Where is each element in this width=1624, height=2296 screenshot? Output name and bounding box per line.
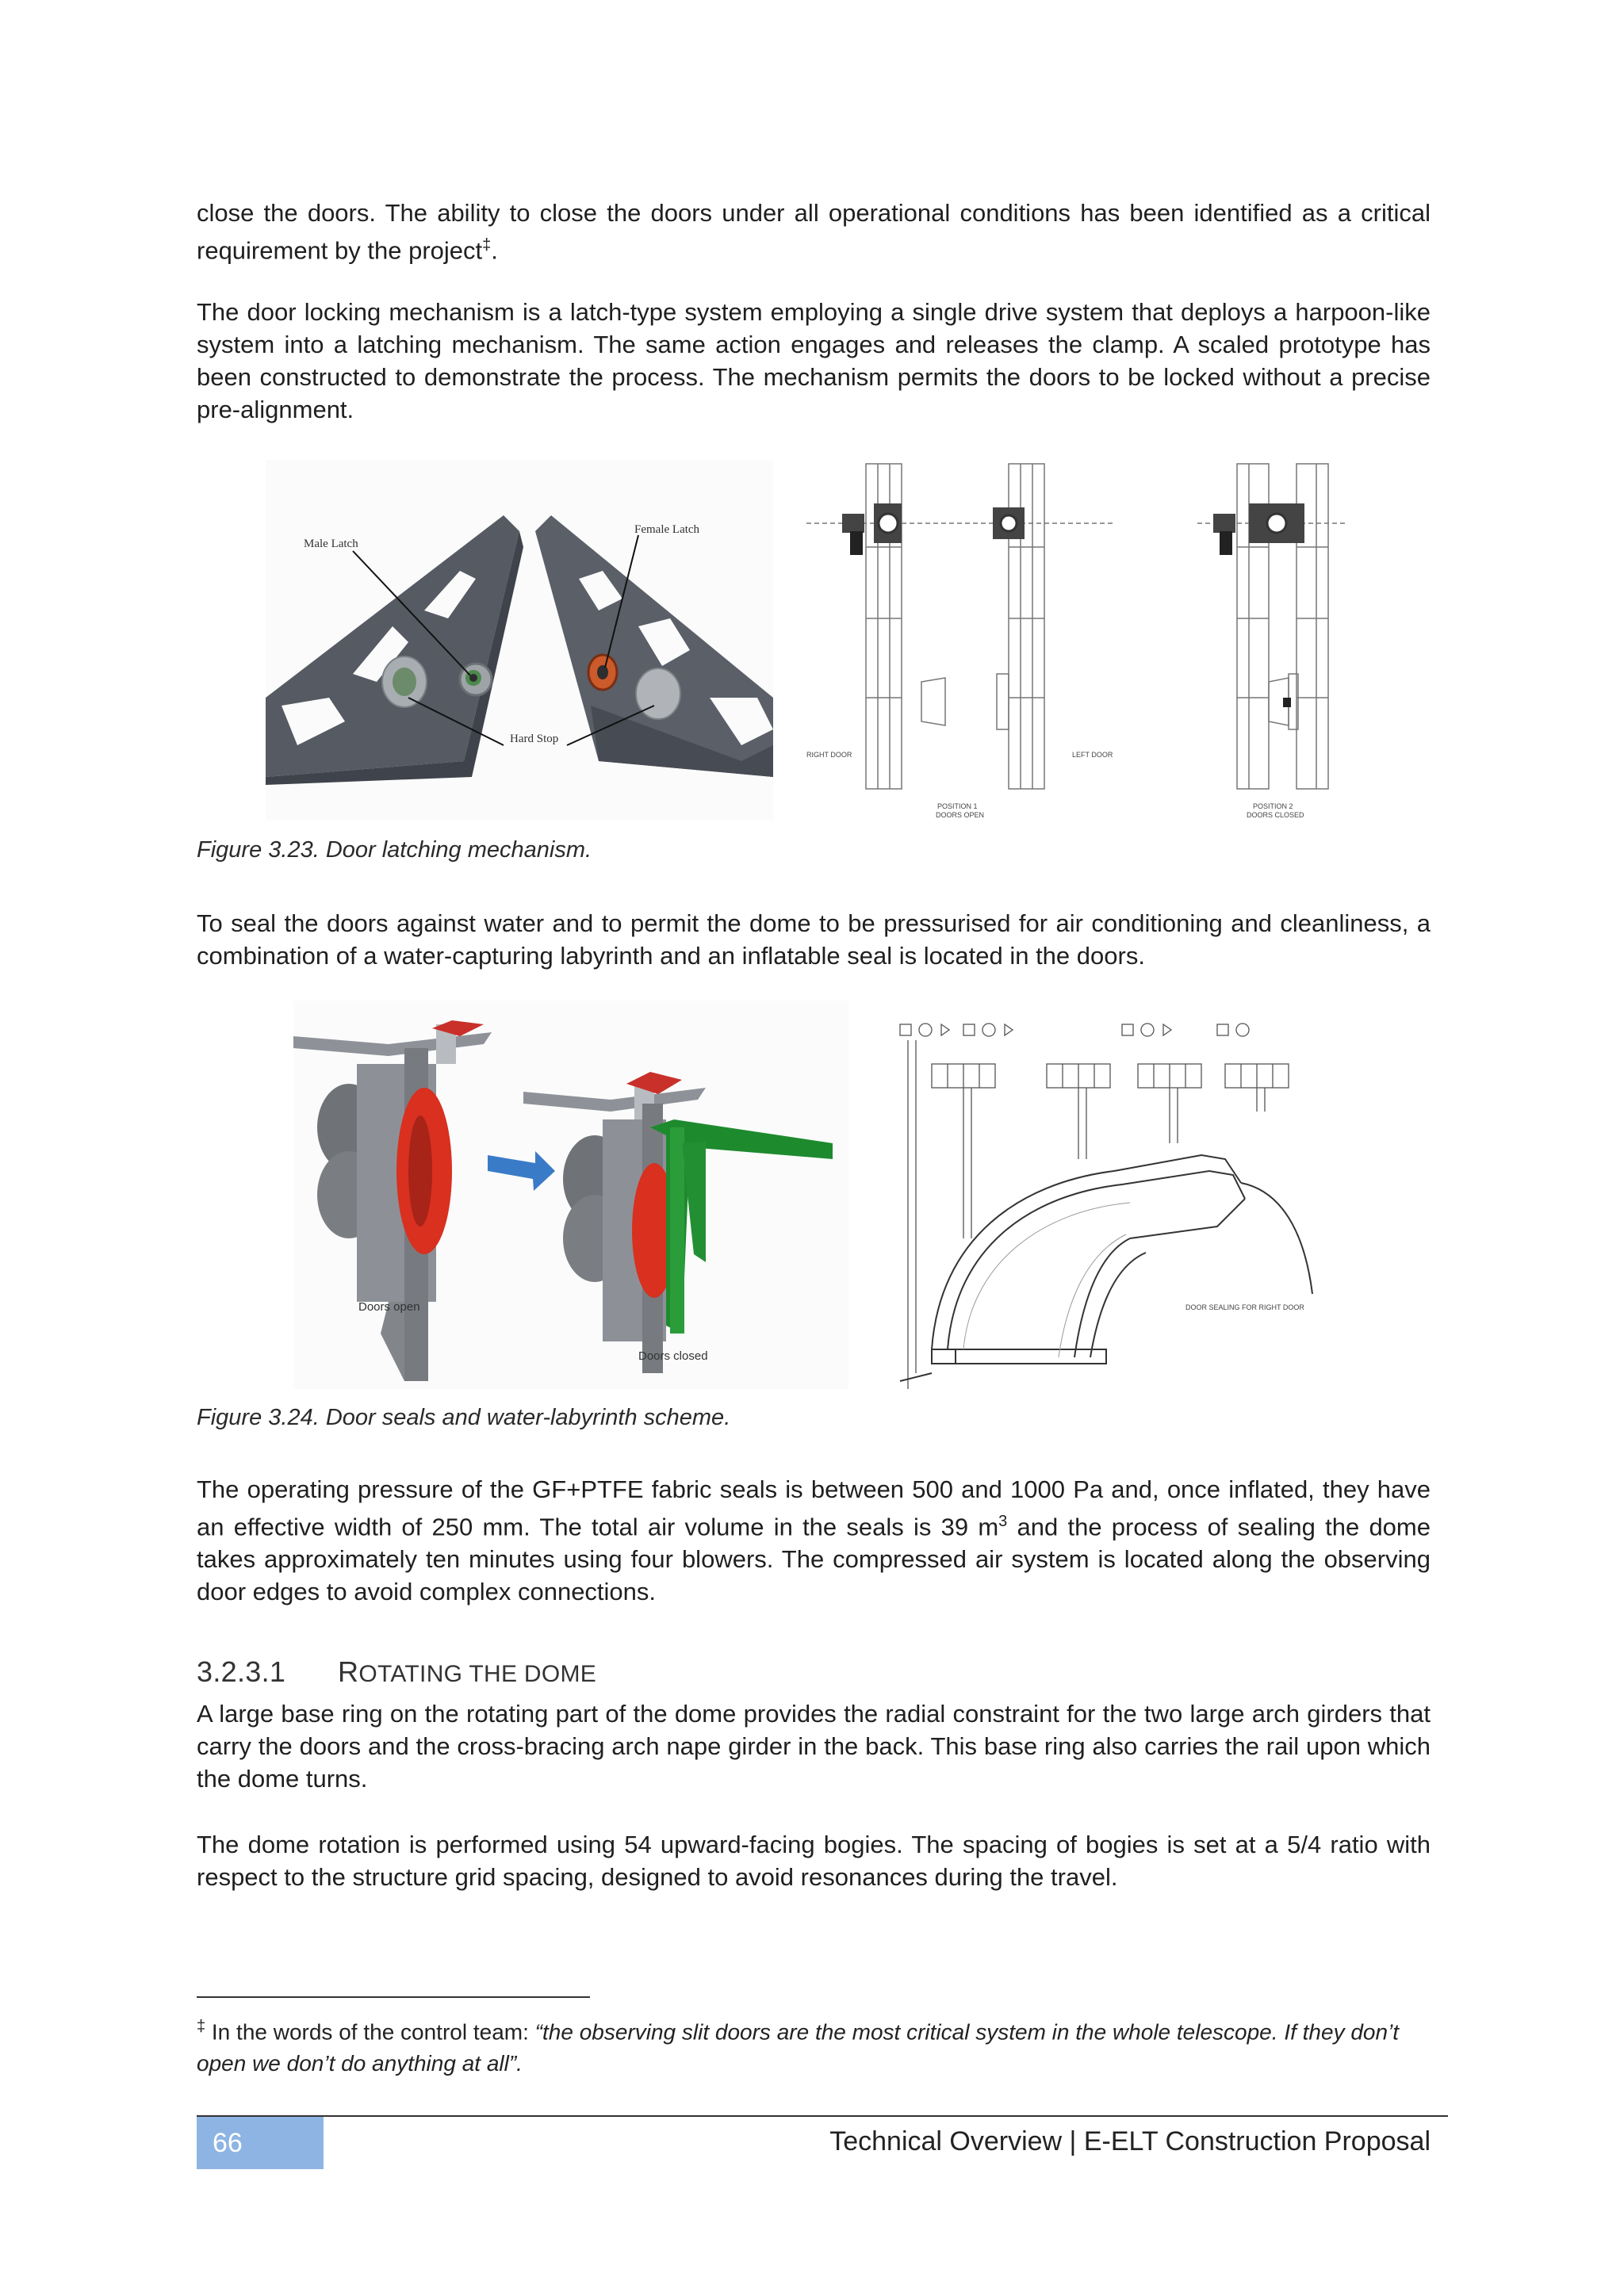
figure-seal-scheme-drawing	[884, 1001, 1328, 1389]
section-number: 3.2.3.1	[197, 1655, 286, 1688]
page-number-box	[197, 2117, 324, 2169]
hard-stop-label: Hard Stop	[510, 733, 559, 745]
doors-closed-drawing-label: DOORS CLOSED	[1247, 811, 1304, 819]
figure-latch-position2-drawing	[1189, 460, 1380, 821]
paragraph-seal-pressure: The operating pressure of the GF+PTFE fabric seals is between 500 and 1000 Pa and, once inflated, they have an effective width of 250 mm. The total air volume in the seals is 39 $m^3$ and the process of sealing the dome takes approximately ten minutes using four blowers. The compressed air system is located along the observing door edges to avoid complex connections.	[197, 1475, 1431, 1606]
figure-3-23-caption: Figure 3.23. Door latching mechanism.	[197, 837, 592, 863]
paragraph-door-seals: To seal the doors against water and to permit the dome to be pressurised for air conditioning and cleanliness, a combination of a water-capturing labyrinth and an inflatable seal is located in the doors.	[197, 909, 1431, 970]
male-latch-label: Male Latch	[304, 538, 358, 550]
figure-latch-render	[266, 460, 773, 821]
paragraph-dome-rotation: The dome rotation is performed using 54 upward-facing bogies. The spacing of bogies is set at a 5/4 ratio with respect to the structure grid spacing, designed to avoid resonances during the travel.	[197, 1831, 1431, 1891]
figure-3-24-caption: Figure 3.24. Door seals and water-labyrinth scheme.	[197, 1405, 731, 1430]
footnote-quote: “the observing slit doors are the most critical system in the whole telescope. If they don’t open we don’t do anything at all”.	[197, 2019, 1400, 2076]
svg-text:DOOR SEALING FOR RIGHT DOOR: DOOR SEALING FOR RIGHT DOOR	[1185, 1303, 1304, 1311]
left-door-label: LEFT DOOR	[1072, 751, 1113, 759]
doors-closed-label: Doors closed	[638, 1349, 708, 1363]
female-latch-label: Female Latch	[634, 523, 700, 536]
paragraph-base-ring: A large base ring on the rotating part of the dome provides the radial constraint for the two large arch girders that carry the doors and the cross-bracing arch nape girder in the back. This base ring also carries the rail upon which the dome turns.	[197, 1700, 1431, 1793]
page-number: 66	[213, 2127, 243, 2158]
position2-label: POSITION 2	[1253, 802, 1293, 810]
figure-seal-render	[293, 1001, 848, 1389]
paragraph-locking-mechanism: The door locking mechanism is a latch-type system employing a single drive system that deploys a harpoon-like system into a latching mechanism. The same action engages and releases the clamp. A scaled prototype has been constructed to demonstrate the process. The mechanism permits the doors to be locked without a precise pre-alignment.	[197, 298, 1431, 423]
footnote: ‡ In the words of the control team: “the observing slit doors are the most critical system in the whole telescope. If they don’t open we don’t do anything at all”.	[197, 2018, 1400, 2076]
section-heading: 3.2.3.1 ROTATING THE DOME	[197, 1655, 597, 1688]
figure-latch-position1-drawing	[802, 460, 1120, 821]
section-title: OTATING THE DOME	[358, 1661, 597, 1687]
footnote-divider	[197, 1996, 590, 1998]
doors-open-label: DOORS OPEN	[936, 811, 985, 819]
footer-divider	[197, 2115, 1448, 2117]
position1-label: POSITION 1	[937, 802, 978, 810]
right-door-label: RIGHT DOOR	[806, 751, 852, 759]
doors-open-label: Doors open	[358, 1300, 420, 1314]
paragraph-intro: close the doors. The ability to close the doors under all operational conditions has been identified as a critical requirement by the project‡.	[197, 199, 1431, 265]
footer-title: Technical Overview | E-ELT Construction Proposal	[829, 2126, 1431, 2156]
